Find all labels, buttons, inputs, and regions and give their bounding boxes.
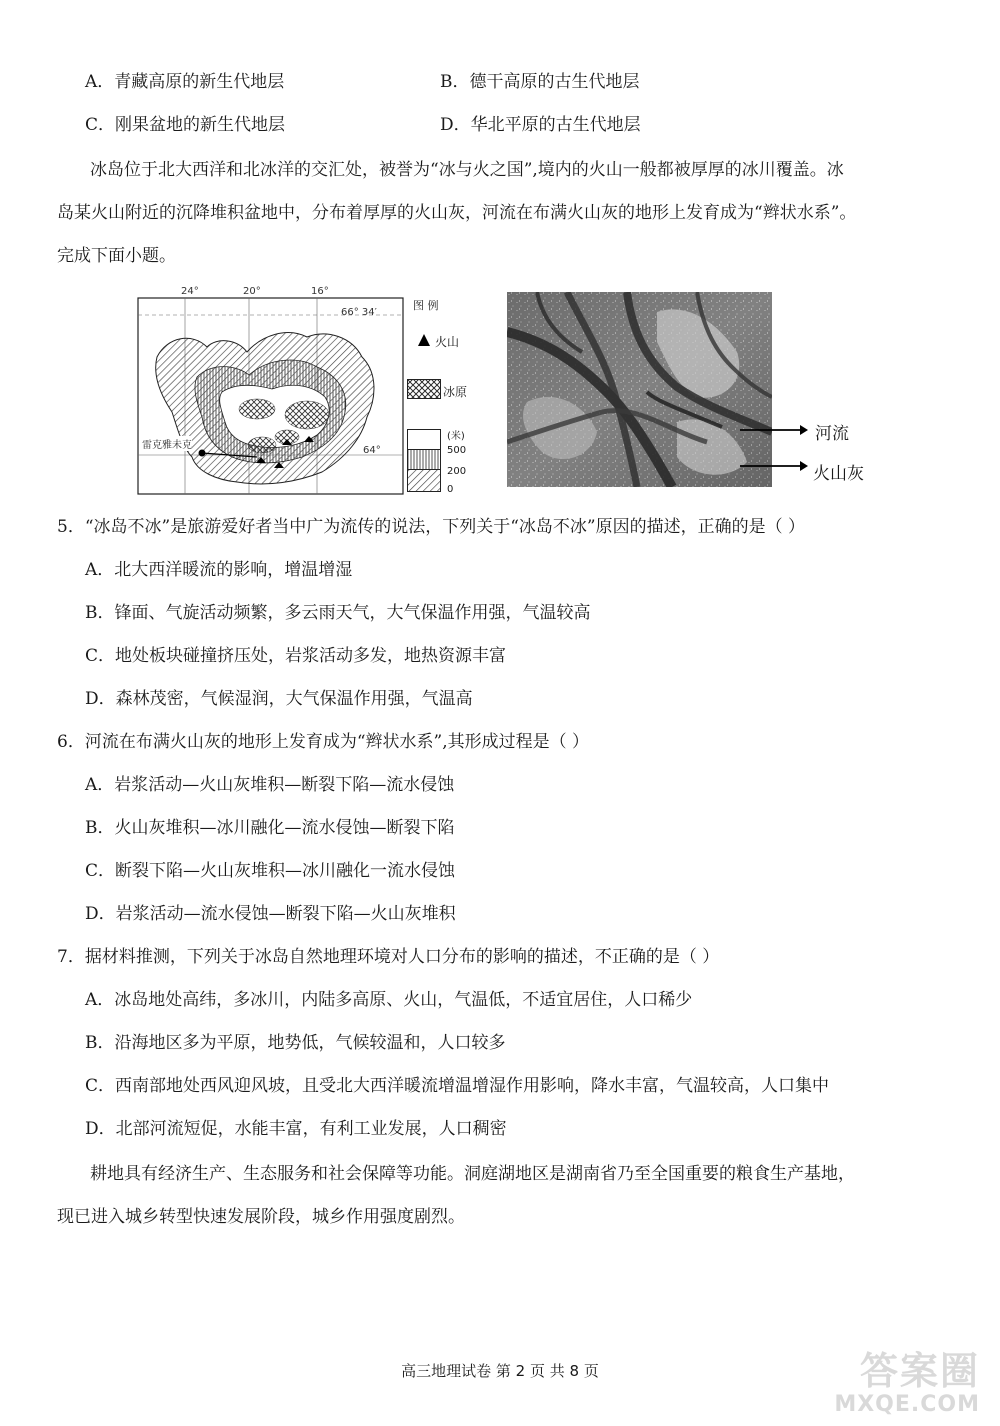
q5-option-c: C．地处板块碰撞挤压处，岩浆活动多发，地热资源丰富 [85, 646, 507, 666]
q7-option-a: A．冰岛地处高纬，多冰川，内陆多高原、火山，气温低，不适宜居住，人口稀少 [85, 990, 693, 1010]
watermark-line1: 答案圈 [859, 1349, 980, 1393]
photo-arrows [740, 418, 810, 478]
intro2-line2: 现已进入城乡转型快速发展阶段，城乡作用强度剧烈。 [57, 1207, 465, 1227]
legend-elevation-swatch [407, 429, 441, 493]
city-label: 雷克雅未克 [142, 436, 192, 451]
legend-icefield-label: 冰原 [443, 385, 468, 399]
question-7-stem: 7．据材料推测，下列关于冰岛自然地理环境对人口分布的影响的描述，不正确的是（ ） [57, 947, 720, 967]
intro1-line1: 冰岛位于北大西洋和北冰洋的交汇处，被誉为“冰与火之国”,境内的火山一般都被厚厚的冰川覆盖。冰 [90, 160, 844, 180]
lat-label-64: 64° [363, 445, 381, 456]
lon-label-24 [179, 297, 197, 298]
lon-label-20: 20° [243, 286, 261, 297]
q7-option-d: D．北部河流短促，水能丰富，有利工业发展，人口稠密 [85, 1119, 507, 1139]
q5-option-d: D．森林茂密，气候湿润，大气保温作用强，气温高 [85, 689, 473, 709]
q6-option-d: D．岩浆活动—流水侵蚀—断裂下陷—火山灰堆积 [85, 904, 456, 924]
q6-option-b: B．火山灰堆积—冰川融化—流水侵蚀—断裂下陷 [85, 818, 455, 838]
legend-level-0: 0 [447, 484, 454, 495]
q5-option-b: B．锋面、气旋活动频繁，多云雨天气，大气保温作用强，气温较高 [85, 603, 591, 623]
option-b-prev: B．德干高原的古生代地层 [440, 72, 640, 92]
intro1-line2: 岛某火山附近的沉降堆积盆地中，分布着厚厚的火山灰，河流在布满火山灰的地形上发育成为“辫状水系”。 [57, 203, 857, 223]
question-5-stem: 5．“冰岛不冰”是旅游爱好者当中广为流传的说法，下列关于“冰岛不冰”原因的描述，正确的是（ ） [57, 517, 805, 537]
question-6-stem: 6．河流在布满火山灰的地形上发育成为“辫状水系”,其形成过程是（ ） [57, 732, 590, 752]
photo-label-ash: 火山灰 [813, 464, 864, 484]
legend-volcano-icon [417, 333, 431, 347]
iceland-map [137, 286, 485, 495]
legend-level-200: 200 [447, 466, 467, 477]
watermark-logo [820, 1340, 980, 1420]
legend-title: 图 例 [413, 299, 439, 312]
legend-icefield-swatch [407, 379, 441, 399]
q7-option-b: B．沿海地区多为平原，地势低，气候较温和，人口较多 [85, 1033, 506, 1053]
option-c-prev: C．刚果盆地的新生代地层 [85, 115, 286, 135]
page-footer: 高三地理试卷 第 2 页 共 8 页 [401, 1362, 599, 1380]
q6-option-a: A．岩浆活动—火山灰堆积—断裂下陷—流水侵蚀 [85, 775, 455, 795]
lon-label-24: 24° [181, 286, 199, 297]
lon-label-16: 16° [311, 286, 329, 297]
photo-label-river: 河流 [815, 424, 849, 444]
q6-option-c: C．断裂下陷—火山灰堆积—冰川融化一流水侵蚀 [85, 861, 456, 881]
watermark-line2: MXQE.COM [834, 1392, 980, 1417]
legend-volcano-label: 火山 [435, 335, 460, 349]
lat-label-66: 66° 34′ [341, 307, 377, 318]
q7-option-c: C．西南部地处西风迎风坡，且受北大西洋暖流增温增湿作用影响，降水丰富，气温较高，人口集中 [85, 1076, 830, 1096]
option-a-prev: A．青藏高原的新生代地层 [85, 72, 285, 92]
q5-option-a: A．北大西洋暖流的影响，增温增湿 [85, 560, 353, 580]
braided-river-photo [507, 292, 772, 487]
intro1-line3: 完成下面小题。 [57, 246, 176, 266]
legend-level-500: 500 [447, 445, 467, 456]
intro2-line1: 耕地具有经济生产、生态服务和社会保障等功能。洞庭湖地区是湖南省乃至全国重要的粮食生产基地， [90, 1164, 855, 1184]
option-d-prev: D．华北平原的古生代地层 [440, 115, 641, 135]
legend-unit: (米) [447, 431, 465, 442]
